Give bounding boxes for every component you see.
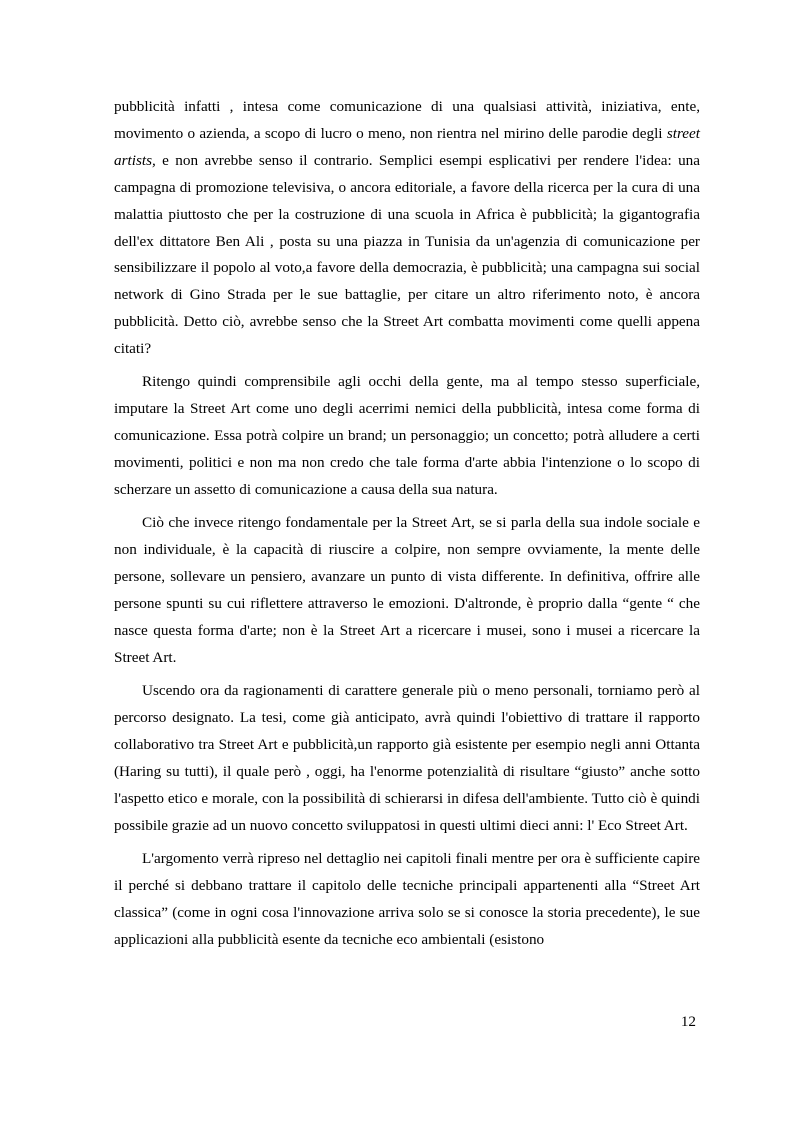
- paragraph-1-italic-term: street artists,: [114, 124, 700, 169]
- paragraph-1: [114, 94, 700, 363]
- paragraph-1-text-end: e non avrebbe senso il contrario. Semplici esempi esplicativi per rendere l'idea: una campagna di promozione televisiva, o ancora editoriale, a favore della ricerca per la cura di una malattia piuttosto che per la costruzione di una scuola in Africa è pubblicità; la gigantografia dell'ex dittatore Ben Ali , posta su una piazza in Tunisia da un'agenzia di comunicazione per sensibilizzare il popolo al voto,a favore della democrazia, è pubblicità; una campagna sui social network di Gino Strada per le sue battaglie, per citare un altro riferimento noto, è ancora pubblicità. Detto ciò, avrebbe senso che la Street Art combatta movimenti come quelli appena citati?: [114, 151, 700, 358]
- paragraph-5: L'argomento verrà ripreso nel dettaglio nei capitoli finali mentre per ora è sufficiente capire il perché si debbano trattare il capitolo delle tecniche principali appartenenti alla “Street Art classica” (come in ogni cosa l'innovazione arriva solo se si conosce la storia precedente), le sue applicazioni alla pubblicità esente da tecniche eco ambientali (esistono: [114, 850, 700, 948]
- paragraph-3: Ciò che invece ritengo fondamentale per la Street Art, se si parla della sua indole sociale e non individuale, è la capacità di riuscire a colpire, non sempre ovviamente, la mente delle persone, sollevare un pensiero, avanzare un punto di vista differente. In definitiva, offrire alle persone spunti su cui riflettere attraverso le emozioni. D'altronde, è proprio dalla “gente “ che nasce questa forma d'arte; non è la Street Art a ricercare i musei, sono i musei a ricercare la Street Art.: [114, 514, 700, 666]
- body-text: [114, 94, 700, 960]
- paragraph-4: Uscendo ora da ragionamenti di carattere generale più o meno personali, torniamo però al percorso designato. La tesi, come già anticipato, avrà quindi l'obiettivo di trattare il rapporto collaborativo tra Street Art e pubblicità,un rapporto già esistente per esempio negli anni Ottanta (Haring su tutti), il quale però , oggi, ha l'enorme potenzialità di risultare “giusto” anche sotto l'aspetto etico e morale, con la possibilità di schierarsi in difesa dell'ambiente. Tutto ciò è quindi possibile grazie ad un nuovo concetto sviluppatosi in questi ultimi dieci anni: l' Eco Street Art.: [114, 682, 700, 834]
- paragraph-2: Ritengo quindi comprensibile agli occhi della gente, ma al tempo stesso superficiale, imputare la Street Art come uno degli acerrimi nemici della pubblicità, intesa come forma di comunicazione. Essa potrà colpire un brand; un personaggio; un concetto; potrà alludere a certi movimenti, politici e non ma non credo che tale forma d'arte abbia l'intenzione o lo scopo di scherzare un assetto di comunicazione a causa della sua natura.: [114, 373, 700, 499]
- page-number: 12: [680, 1013, 696, 1030]
- paragraph-1-text-start: pubblicità infatti , intesa come comunicazione di una qualsiasi attività, iniziativa, ente, movimento o azienda, a scopo di lucro o meno, non rientra nel mirino delle parodie degli: [114, 98, 700, 142]
